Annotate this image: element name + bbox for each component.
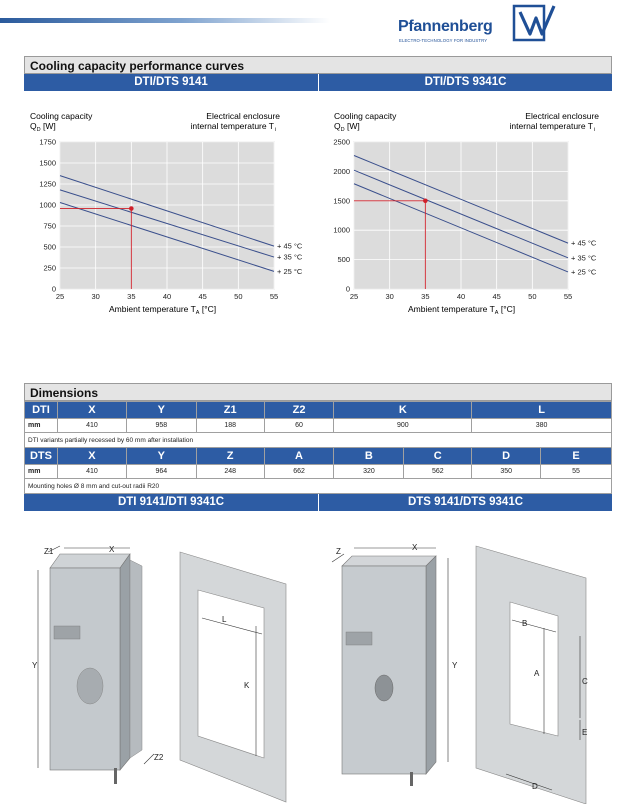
chart-right-legend-title-1: Electrical enclosure — [525, 111, 599, 121]
performance-title: Cooling capacity performance curves — [24, 56, 612, 74]
dti-header-cell: K — [334, 402, 472, 419]
chart-right — [318, 108, 612, 323]
dti-value-cell: 380 — [472, 419, 612, 433]
performance-section — [24, 56, 612, 91]
dts-header-cell: B — [334, 448, 404, 465]
dts-label-y: Y — [452, 661, 458, 670]
dts-cutout-drawing — [476, 546, 588, 804]
dts-value-cell: 662 — [264, 465, 334, 479]
dts-note-row — [25, 479, 612, 494]
x-tick-label: 40 — [162, 292, 172, 301]
brand-name: Pfannenberg — [398, 18, 493, 35]
dti-label-z2: Z2 — [154, 753, 164, 762]
x-tick-label: 35 — [127, 292, 136, 301]
dti-label-l: L — [222, 615, 227, 624]
dts-label-e: E — [582, 728, 588, 737]
dti-label-k: K — [244, 681, 250, 690]
dti-value-cell: 60 — [264, 419, 334, 433]
chart-left-xlabel: Ambient temperature $T_A$ [°C] — [109, 304, 217, 316]
x-tick-label: 35 — [421, 292, 430, 301]
x-tick-label: 40 — [456, 292, 466, 301]
dimensions-section — [24, 383, 612, 401]
chart-right-ylabel: Cooling capacity — [334, 111, 397, 121]
chart-right-xlabel: Ambient temperature $T_A$ [°C] — [408, 304, 516, 316]
dti-header-cell: Y — [126, 402, 196, 419]
marker-point — [129, 206, 134, 211]
dts-unit-drawing — [332, 543, 458, 786]
chart-right-plot — [333, 138, 597, 302]
series-label: + 25 °C — [277, 266, 303, 276]
model-bar — [24, 74, 612, 91]
dts-header-cell: Z — [196, 448, 264, 465]
series-label: + 45 °C — [571, 238, 597, 248]
dts-value-cell: 562 — [404, 465, 472, 479]
y-tick-label: 500 — [43, 242, 56, 252]
dts-label-b: B — [522, 619, 528, 628]
dti-note: DTI variants partially recessed by 60 mm after installation — [25, 433, 612, 448]
dts-value-cell: 320 — [334, 465, 404, 479]
x-tick-label: 50 — [234, 292, 243, 301]
chart-left-svg — [24, 108, 318, 323]
dti-label-z1: Z1 — [44, 547, 54, 556]
x-tick-label: 30 — [385, 292, 394, 301]
dti-header-cell: L — [472, 402, 612, 419]
chart-left-ylabel: Cooling capacity — [30, 111, 93, 121]
chart-right-svg — [318, 108, 612, 323]
dimensions-title: Dimensions — [24, 383, 612, 401]
model-label-right: DTI/DTS 9341C — [318, 74, 612, 91]
dts-label-c: C — [582, 677, 588, 686]
y-tick-label: 500 — [337, 255, 350, 265]
y-tick-label: 1250 — [39, 179, 56, 189]
chart-left-ylabel-unit: $Q_D$ [W] — [30, 121, 56, 133]
chart-left-legend-title-1: Electrical enclosure — [206, 111, 280, 121]
dts-label-z: Z — [336, 547, 341, 556]
header-stripe — [0, 18, 330, 23]
dti-header-cell: Z2 — [264, 402, 334, 419]
dts-label-a: A — [534, 669, 540, 678]
dts-value-row — [25, 465, 612, 479]
dti-label-y: Y — [32, 661, 38, 670]
chart-left — [24, 108, 318, 323]
y-tick-label: 2500 — [333, 137, 350, 147]
y-tick-label: 750 — [43, 221, 56, 231]
x-tick-label: 55 — [563, 292, 573, 301]
variant-label-right: DTS 9141/DTS 9341C — [318, 494, 612, 511]
y-tick-label: 1000 — [333, 225, 350, 235]
dti-value-cell: 188 — [196, 419, 264, 433]
y-tick-label: 0 — [345, 284, 350, 294]
dts-header-cell: X — [57, 448, 126, 465]
dts-header-cell: D — [472, 448, 541, 465]
x-tick-label: 25 — [55, 292, 65, 301]
x-tick-label: 45 — [198, 292, 207, 301]
dts-value-cell: mm — [25, 465, 58, 479]
y-tick-label: 1500 — [39, 158, 56, 168]
x-tick-label: 25 — [349, 292, 359, 301]
y-tick-label: 1000 — [39, 200, 56, 210]
series-label: + 35 °C — [277, 252, 303, 262]
brand-mark-icon — [512, 4, 558, 44]
dts-header-cell: E — [541, 448, 612, 465]
dti-header-cell: X — [57, 402, 126, 419]
dti-note-row — [25, 433, 612, 448]
drawings-svg — [24, 528, 612, 804]
brand-tagline: ELECTRO-TECHNOLOGY FOR INDUSTRY — [399, 38, 488, 43]
y-tick-label: 1500 — [333, 196, 350, 206]
brand-logo — [398, 4, 562, 44]
dts-header-cell: DTS — [25, 448, 58, 465]
dts-header-cell: C — [404, 448, 472, 465]
dts-value-cell: 248 — [196, 465, 264, 479]
dti-cutout-drawing — [180, 552, 286, 802]
dti-value-row — [25, 419, 612, 433]
dts-header-cell: A — [264, 448, 334, 465]
series-label: + 35 °C — [571, 253, 597, 263]
series-label: + 25 °C — [571, 267, 597, 277]
model-label-left: DTI/DTS 9141 — [134, 76, 208, 88]
dti-label-x: X — [109, 545, 115, 554]
dts-header-cell: Y — [126, 448, 196, 465]
dts-value-cell: 350 — [472, 465, 541, 479]
dti-value-cell: mm — [25, 419, 58, 433]
dti-value-cell: 410 — [57, 419, 126, 433]
variant-bar — [24, 494, 612, 511]
variant-section — [24, 494, 612, 511]
chart-right-legend-title-sub: i — [594, 127, 596, 133]
x-tick-label: 55 — [269, 292, 279, 301]
chart-right-legend-title-2: internal temperature T — [509, 121, 593, 131]
dti-header-cell: Z1 — [196, 402, 264, 419]
dti-header-cell: DTI — [25, 402, 58, 419]
dts-label-x: X — [412, 543, 418, 552]
y-tick-label: 250 — [43, 263, 56, 273]
x-tick-label: 50 — [528, 292, 537, 301]
series-label: + 45 °C — [277, 241, 303, 251]
y-tick-label: 0 — [51, 284, 56, 294]
technical-drawings — [24, 528, 612, 804]
variant-label-left: DTI 9141/DTI 9341C — [117, 496, 225, 508]
dts-header-row — [25, 448, 612, 465]
dts-label-d: D — [532, 782, 538, 791]
chart-left-plot — [39, 138, 303, 302]
dti-value-cell: 900 — [334, 419, 472, 433]
chart-right-ylabel-unit: $Q_D$ [W] — [334, 121, 360, 133]
x-tick-label: 30 — [91, 292, 100, 301]
dts-note: Mounting holes Ø 8 mm and cut-out radii R20 — [25, 479, 612, 494]
dts-value-cell: 964 — [126, 465, 196, 479]
dti-header-row — [25, 402, 612, 419]
dti-value-cell: 958 — [126, 419, 196, 433]
dimensions-table — [24, 401, 612, 494]
y-tick-label: 2000 — [333, 166, 350, 176]
dts-value-cell: 55 — [541, 465, 612, 479]
chart-left-legend-title-sub: i — [275, 127, 277, 133]
dts-value-cell: 410 — [57, 465, 126, 479]
x-tick-label: 45 — [492, 292, 501, 301]
chart-left-legend-title-2: internal temperature T — [190, 121, 274, 131]
dti-unit-drawing — [32, 545, 164, 784]
y-tick-label: 1750 — [39, 137, 56, 147]
marker-point — [423, 199, 428, 204]
